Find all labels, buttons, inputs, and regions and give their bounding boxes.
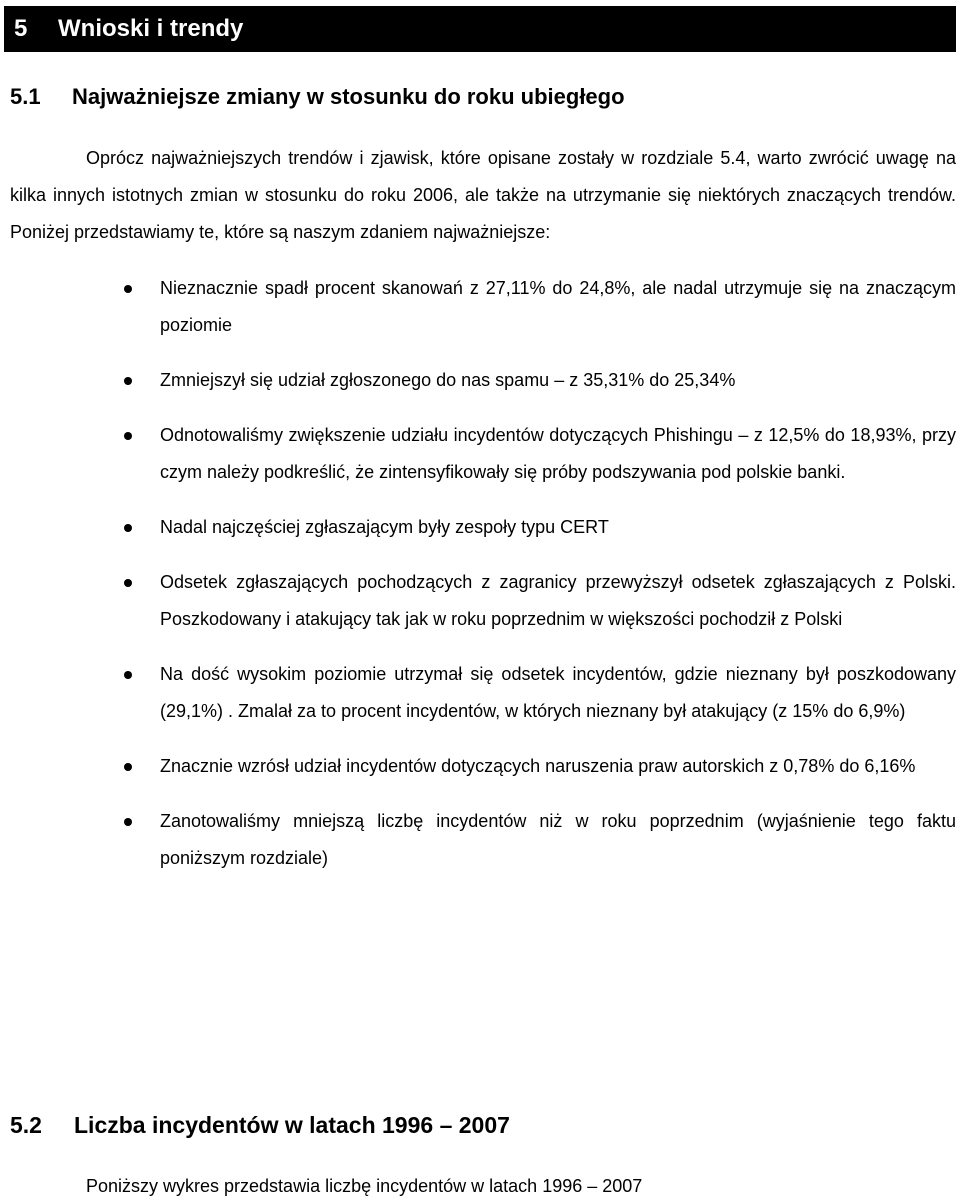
section-number: 5.1 bbox=[10, 84, 41, 109]
bullet-text: Odnotowaliśmy zwiększenie udziału incydentów dotyczących Phishingu – z 12,5% do 18,93%, przy czym należy podkreślić, że zintensyfikowały się próby podszywania pod polskie banki. bbox=[160, 425, 956, 482]
outro-paragraph: Poniższy wykres przedstawia liczbę incydentów w latach 1996 – 2007 bbox=[86, 1176, 643, 1196]
bullet-dot-icon bbox=[124, 671, 132, 679]
bullet-text: Zmniejszył się udział zgłoszonego do nas spamu – z 35,31% do 25,34% bbox=[160, 370, 736, 390]
chapter-heading bbox=[4, 6, 956, 52]
bullet-item bbox=[0, 656, 960, 730]
bullet-text: Odsetek zgłaszających pochodzących z zagranicy przewyższył odsetek zgłaszających z Polski. Poszkodowany i atakujący tak jak w roku poprzednim w większości pochodził z Polski bbox=[160, 572, 956, 629]
bullet-text: Nadal najczęściej zgłaszającym były zespoły typu CERT bbox=[160, 517, 609, 537]
section-number: 5.2 bbox=[10, 1112, 42, 1138]
bullet-item bbox=[0, 362, 960, 399]
bullet-dot-icon bbox=[124, 377, 132, 385]
bullet-text: Znacznie wzrósł udział incydentów dotyczących naruszenia praw autorskich z 0,78% do 6,16% bbox=[160, 756, 916, 776]
bullet-dot-icon bbox=[124, 579, 132, 587]
bullet-item bbox=[0, 564, 960, 638]
bullet-item bbox=[0, 270, 960, 344]
bullet-dot-icon bbox=[124, 285, 132, 293]
bullet-dot-icon bbox=[124, 818, 132, 826]
bullet-item bbox=[0, 509, 960, 546]
bullet-text: Zanotowaliśmy mniejszą liczbę incydentów niż w roku poprzednim (wyjaśnienie tego faktu poniższym rozdziale) bbox=[160, 811, 956, 868]
bullet-dot-icon bbox=[124, 524, 132, 532]
bullet-item bbox=[0, 748, 960, 785]
section-title: Najważniejsze zmiany w stosunku do roku ubiegłego bbox=[72, 84, 625, 109]
bullet-text: Na dość wysokim poziomie utrzymał się odsetek incydentów, gdzie nieznany był poszkodowany (29,1%) . Zmalał za to procent incydentów, w których nieznany był atakujący (z 15% do 6,9%) bbox=[160, 664, 956, 721]
bullet-item bbox=[0, 417, 960, 491]
bullet-dot-icon bbox=[124, 432, 132, 440]
chapter-number: 5 bbox=[14, 15, 28, 42]
bullet-text: Nieznacznie spadł procent skanowań z 27,11% do 24,8%, ale nadal utrzymuje się na znaczącym poziomie bbox=[160, 278, 956, 335]
intro-paragraph: Oprócz najważniejszych trendów i zjawisk, które opisane zostały w rozdziale 5.4, warto zwrócić uwagę na kilka innych istotnych zmian w stosunku do roku 2006, ale także na utrzymanie się niektórych znaczących trendów. Poniżej przedstawiamy te, które są naszym zdaniem najważniejsze: bbox=[10, 148, 956, 242]
section-heading-5-2 bbox=[10, 1112, 510, 1139]
trend-bullet-list bbox=[0, 270, 960, 895]
section-heading-5-1 bbox=[10, 84, 625, 110]
chapter-title: Wnioski i trendy bbox=[58, 15, 244, 42]
bullet-dot-icon bbox=[124, 763, 132, 771]
bullet-item bbox=[0, 803, 960, 877]
section-title: Liczba incydentów w latach 1996 – 2007 bbox=[74, 1112, 510, 1138]
